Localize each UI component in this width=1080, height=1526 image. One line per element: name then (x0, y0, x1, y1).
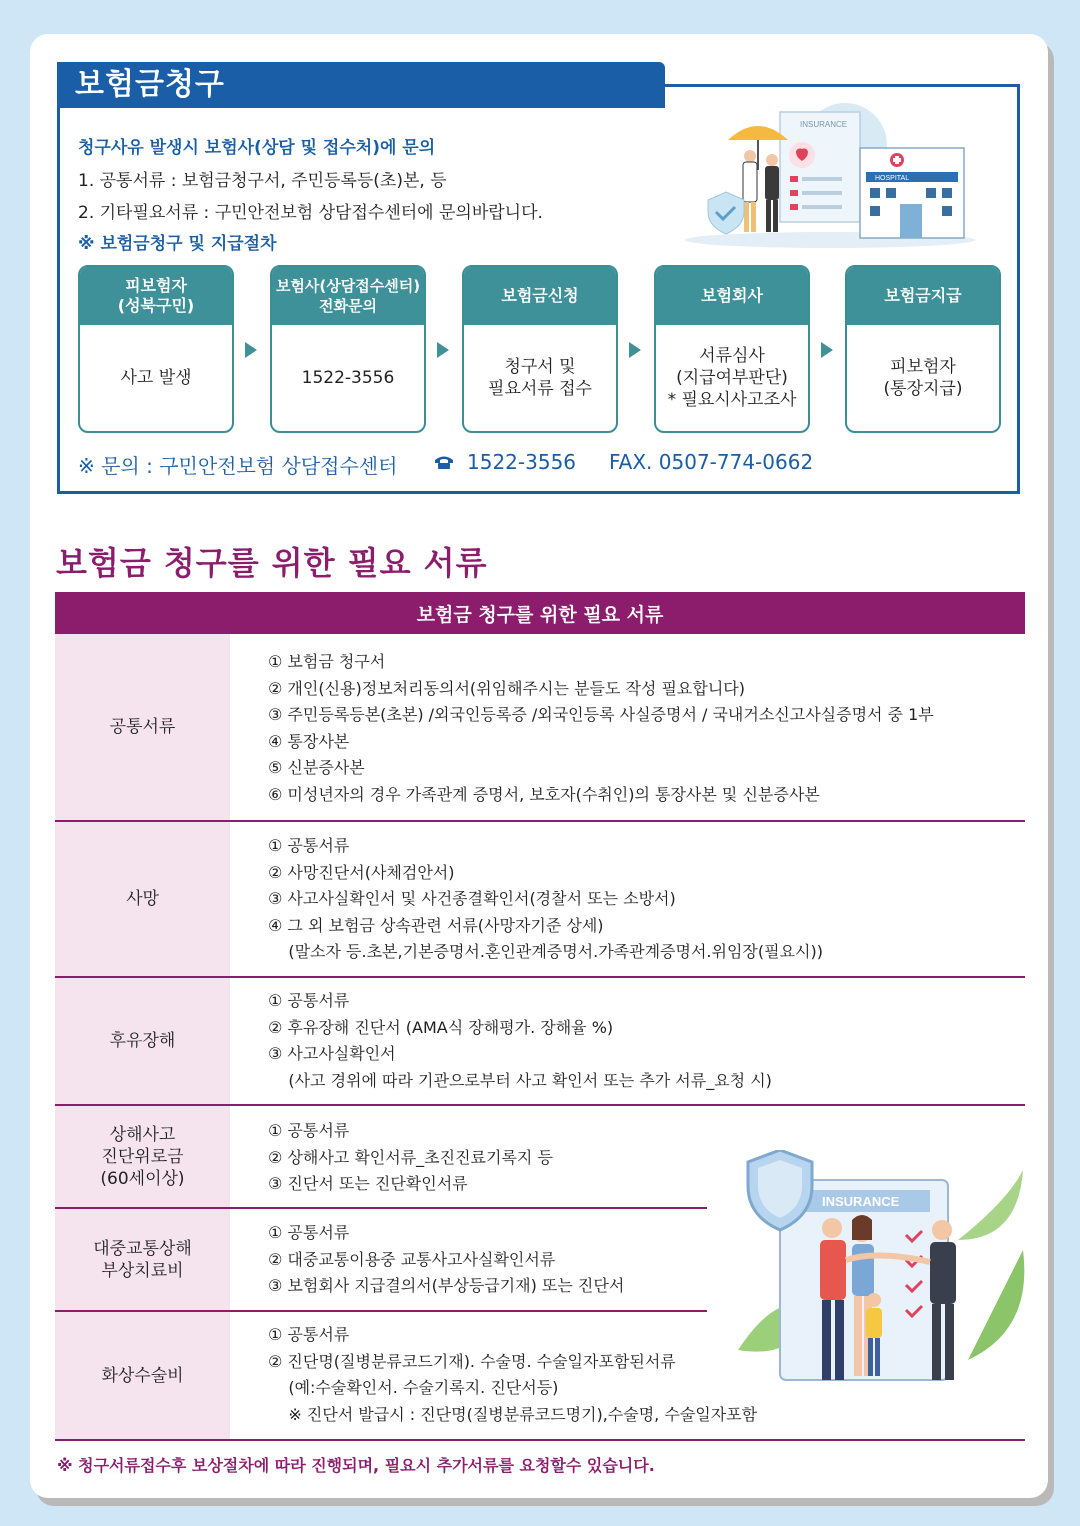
row-label-burn-surgery: 화상수술비 (55, 1312, 230, 1439)
svg-text:HOSPITAL: HOSPITAL (875, 175, 910, 182)
step-header: 보험금신청 (464, 267, 616, 325)
contact-phone: 1522-3556 (467, 450, 577, 474)
insurance-hospital-illustration (680, 100, 980, 250)
step-body: 서류심사 (지급여부판단) * 필요시사고조사 (667, 346, 797, 410)
list-item: ③ 진단서 또는 진단확인서류 (268, 1174, 468, 1193)
section-title-claim: 보험금청구 (57, 62, 665, 108)
table-header: 보험금 청구를 위한 필요 서류 (55, 592, 1025, 634)
list-item: ④ 통장사본 (268, 731, 350, 751)
svg-text:INSURANCE: INSURANCE (800, 120, 848, 129)
step-header: 피보험자 (성북구민) (80, 267, 232, 325)
row-label-common-docs: 공통서류 (55, 634, 230, 820)
row-items-burn-surgery (268, 1322, 757, 1428)
step-payment (845, 265, 1001, 433)
common-docs-line: 1. 공통서류 : 보험금청구서, 주민등록등(초)본, 등 (78, 171, 447, 191)
row-label-injury-diagnosis: 상해사고 진단위로금 (60세이상) (55, 1106, 230, 1207)
procedure-note: ※ 보험금청구 및 지급절차 (78, 234, 277, 254)
contact-fax: FAX. 0507-774-0662 (609, 450, 814, 474)
list-item: ② 상해사고 확인서류_초진진료기록지 등 (268, 1147, 553, 1167)
row-label-disability: 후유장해 (55, 978, 230, 1104)
step-body: 청구서 및 필요서류 접수 (488, 357, 592, 399)
arrow-right-icon (821, 342, 833, 358)
list-item: ② 대중교통이용중 교통사고사실확인서류 (268, 1249, 556, 1269)
step-header: 보험금지급 (847, 267, 999, 325)
arrow-right-icon (437, 342, 449, 358)
list-item: ② 후유장해 진단서 (AMA식 장해평가. 장해율 %) (268, 1017, 614, 1037)
row-divider (55, 1439, 1025, 1441)
contact-label: ※ 문의 : 구민안전보험 상담접수센터 (78, 454, 398, 478)
list-item: ③ 사고사실확인서 및 사건종결확인서(경찰서 또는 소방서) (268, 889, 676, 908)
list-item: ⑤ 신분증사본 (268, 758, 365, 777)
list-item: ① 공통서류 (268, 836, 350, 855)
arrow-right-icon (245, 342, 257, 358)
list-item: ① 보험금 청구서 (268, 652, 386, 671)
step-phone-inquiry (270, 265, 426, 433)
svg-text:INSURANCE: INSURANCE (822, 1194, 900, 1209)
row-items-disability (268, 988, 772, 1094)
row-items-common-docs (268, 649, 934, 808)
step-body: 1522-3556 (301, 368, 395, 388)
list-item: (말소자 등.초본,기본증명서.혼인관계증명서.가족관계증명서.위임장(필요시)) (268, 942, 823, 961)
list-item: ② 개인(신용)정보처리동의서(위임해주시는 분들도 작성 필요합니다) (268, 678, 745, 698)
other-docs-line: 2. 기타필요서류 : 구민안전보험 상담접수센터에 문의바랍니다. (78, 203, 543, 223)
step-header: 보험사(상담접수센터) 전화문의 (272, 267, 424, 325)
step-body: 피보험자 (통장지급) (883, 357, 963, 399)
footer-note: ※ 청구서류접수후 보상절차에 따라 진행되며, 필요시 추가서류를 요청할수 있습니다. (57, 1456, 655, 1475)
list-item: ② 진단명(질병분류코드기재). 수술명. 수술일자포함된서류 (268, 1351, 676, 1371)
step-body: 사고 발생 (120, 368, 192, 388)
list-item: ※ 진단서 발급시 : 진단명(질병분류코드명기),수술명, 수술일자포함 (268, 1404, 758, 1424)
list-item: ② 사망진단서(사체검안서) (268, 862, 455, 882)
row-label-death: 사망 (55, 822, 230, 976)
list-item: ③ 사고사실확인서 (268, 1044, 396, 1063)
step-insurance-company (654, 265, 810, 433)
list-item: ① 공통서류 (268, 1325, 350, 1344)
row-items-public-transport (268, 1220, 624, 1300)
list-item: ③ 보험회사 지급결의서(부상등급기재) 또는 진단서 (268, 1276, 625, 1295)
row-items-injury-diagnosis (268, 1118, 553, 1198)
step-claim-application (462, 265, 618, 433)
phone-icon (434, 454, 454, 470)
step-header: 보험회사 (656, 267, 808, 325)
list-item: ① 공통서류 (268, 1223, 350, 1242)
step-insured (78, 265, 234, 433)
list-item: (예:수술확인서. 수술기록지. 진단서등) (268, 1378, 559, 1397)
list-item: ① 공통서류 (268, 991, 350, 1010)
section-title-required-docs: 보험금 청구를 위한 필요 서류 (56, 544, 488, 582)
list-item: ① 공통서류 (268, 1121, 350, 1140)
row-label-public-transport: 대중교통상해 부상치료비 (55, 1209, 230, 1310)
list-item: ③ 주민등록등본(초본) /외국인등록증 /외국인등록 사실증명서 / 국내거소신고사실증명서 중 1부 (268, 705, 934, 724)
list-item: ④ 그 외 보험금 상속관련 서류(사망자기준 상세) (268, 915, 604, 935)
claim-intro: 청구사유 발생시 보험사(상담 및 접수처)에 문의 (78, 138, 436, 158)
list-item: (사고 경위에 따라 기관으로부터 사고 확인서 또는 추가 서류_요청 시) (268, 1070, 772, 1090)
insurance-family-illustration (728, 1150, 1028, 1405)
row-items-death (268, 833, 823, 966)
arrow-right-icon (629, 342, 641, 358)
list-item: ⑥ 미성년자의 경우 가족관계 증명서, 보호자(수취인)의 통장사본 및 신분증사본 (268, 784, 820, 804)
